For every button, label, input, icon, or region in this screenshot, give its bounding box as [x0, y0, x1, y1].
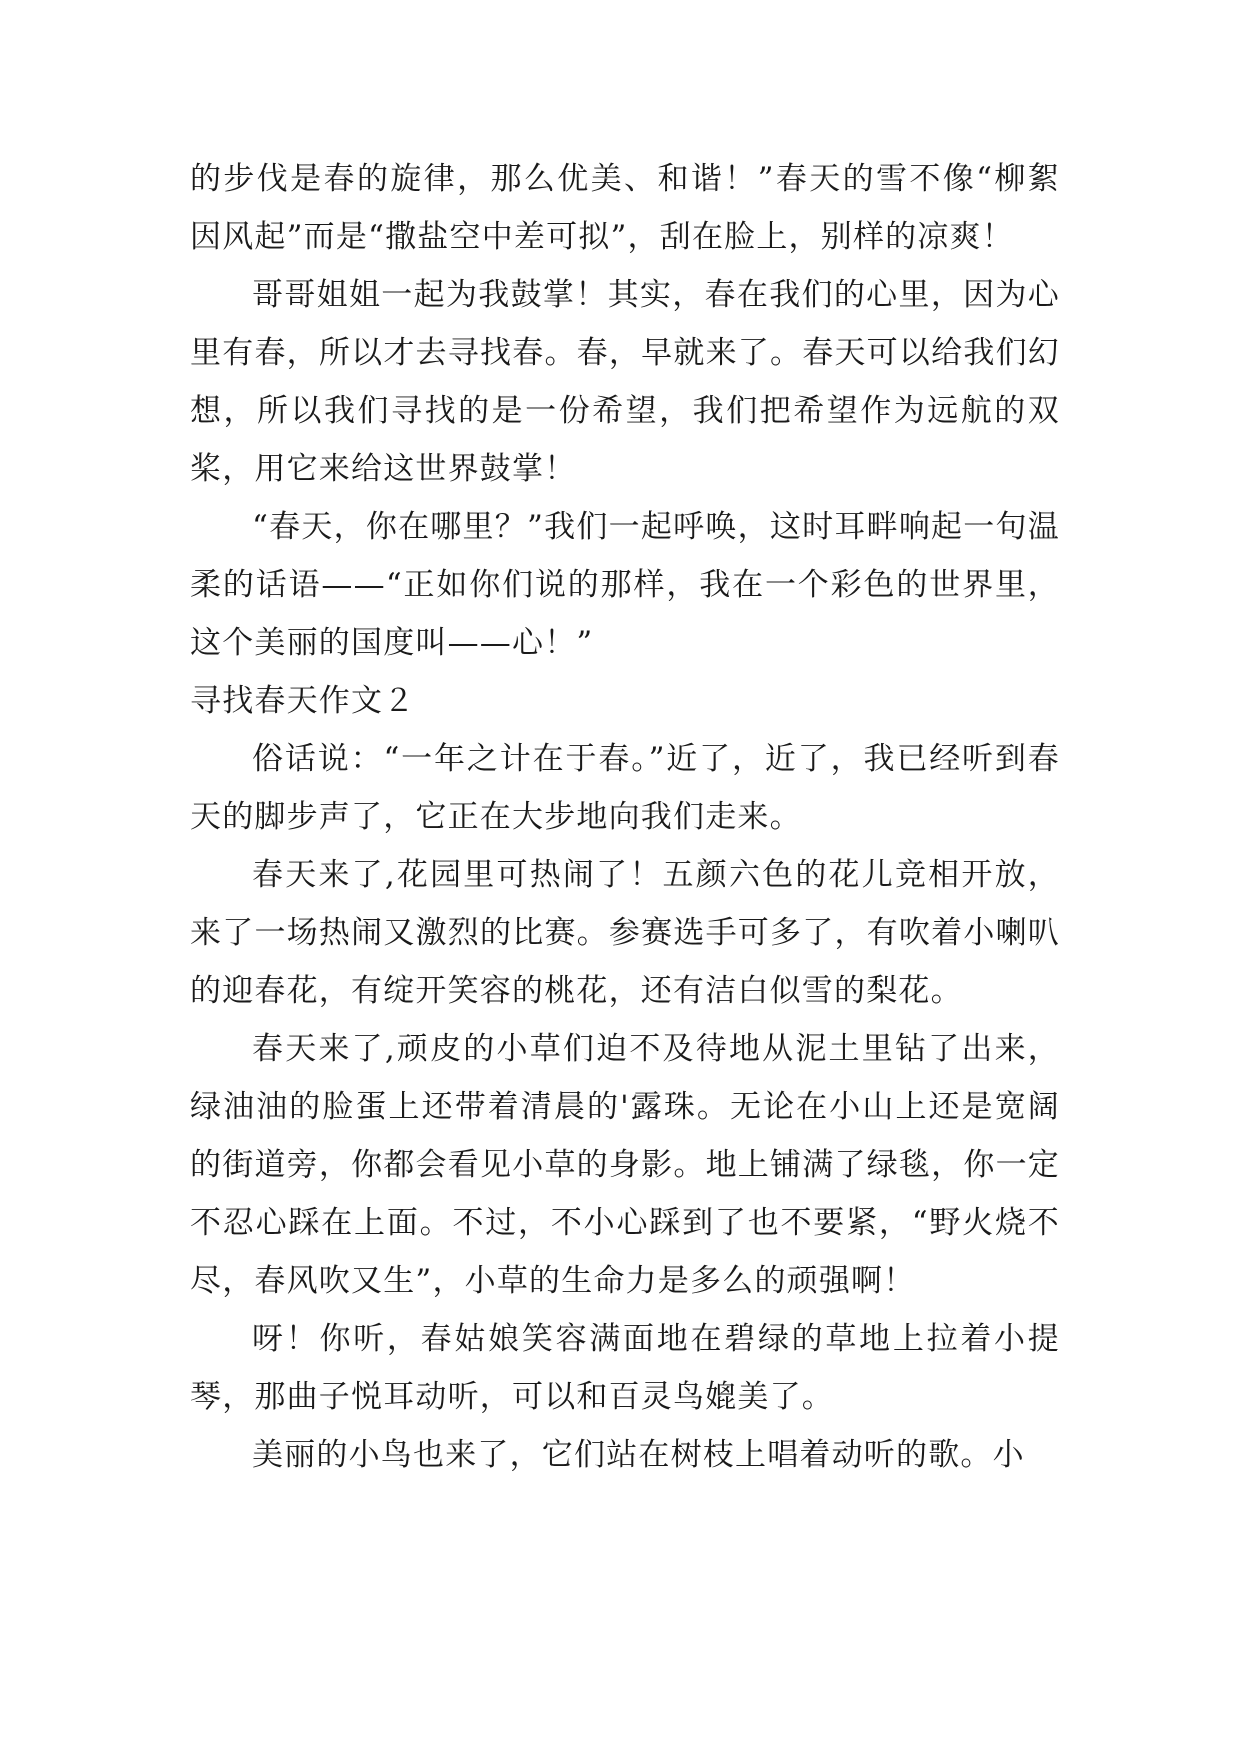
paragraph-4: 俗话说：“一年之计在于春。”近了，近了，我已经听到春天的脚步声了，它正在大步地向我们走来。	[190, 741, 1060, 835]
document-page	[190, 150, 1060, 1484]
section-heading: 寻找春天作文２	[190, 683, 416, 719]
paragraph-3: “春天，你在哪里？”我们一起呼唤，这时耳畔响起一句温柔的话语——“正如你们说的那样，我在一个彩色的世界里，这个美丽的国度叫——心！”	[190, 509, 1060, 661]
paragraph-6: 春天来了,顽皮的小草们迫不及待地从泥土里钻了出来，绿油油的脸蛋上还带着清晨的'露珠。无论在小山上还是宽阔的街道旁，你都会看见小草的身影。地上铺满了绿毯，你一定不忍心踩在上面。不过，不小心踩到了也不要紧，“野火烧不尽，春风吹又生”，小草的生命力是多么的顽强啊！	[190, 1031, 1060, 1299]
paragraph-5: 春天来了,花园里可热闹了！五颜六色的花儿竞相开放，来了一场热闹又激烈的比赛。参赛选手可多了，有吹着小喇叭的迎春花，有绽开笑容的桃花，还有洁白似雪的梨花。	[190, 857, 1060, 1009]
paragraph-8: 美丽的小鸟也来了，它们站在树枝上唱着动听的歌。小	[252, 1437, 1025, 1473]
paragraph-7: 呀！你听，春姑娘笑容满面地在碧绿的草地上拉着小提琴，那曲子悦耳动听，可以和百灵鸟媲美了。	[190, 1321, 1060, 1415]
paragraph-1: 的步伐是春的旋律，那么优美、和谐！”春天的雪不像“柳絮因风起”而是“撒盐空中差可拟”，刮在脸上，别样的凉爽！	[190, 161, 1060, 255]
paragraph-2: 哥哥姐姐一起为我鼓掌！其实，春在我们的心里，因为心里有春，所以才去寻找春。春，早就来了。春天可以给我们幻想，所以我们寻找的是一份希望，我们把希望作为远航的双桨，用它来给这世界鼓掌！	[190, 277, 1060, 487]
